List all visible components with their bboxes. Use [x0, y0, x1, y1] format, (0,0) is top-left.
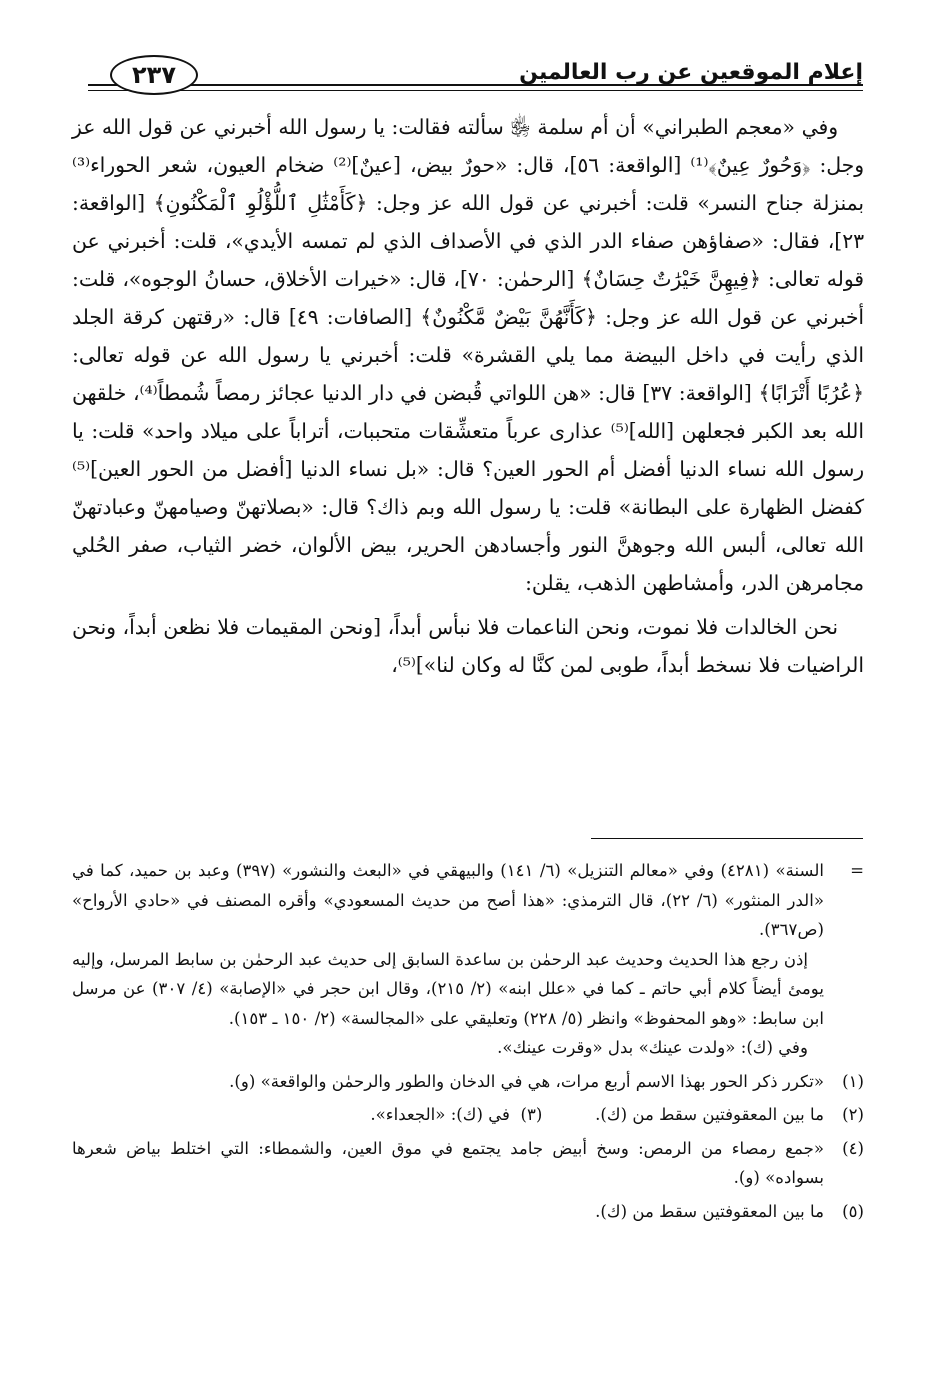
footnote-text: إذن رجع هذا الحديث وحديث عبد الرحمٰن بن ساعدة السابق إلى حديث عبد الرحمٰن بن سابط المرسل، وإليه يومئ أيضاً كلام أبي حاتم ـ كما في «علل ابنه» (٢/ ٢١٥)، وقال ابن حجر في «الإصابة» (٤/ ٣٠٧) عن مرسل ابن سابط: «وهو المحفوظ» وانظر (٥/ ٢٢٨) وتعليقي على «المجالسة» (٢/ ١٥٠ ـ ١٥٣). — [72, 949, 824, 1028]
footnote-number: (٥) — [842, 1201, 864, 1221]
footnote-number: (١) — [842, 1071, 864, 1091]
footnotes — [72, 856, 864, 1226]
footnote-separator — [591, 838, 863, 839]
footnote-item — [72, 1134, 864, 1193]
footnote-text: «تكرر ذكر الحور بهذا الاسم أربع مرات، هي في الدخان والطور والرحمٰن والواقعة» (و). — [229, 1071, 824, 1091]
footnote-item — [72, 1067, 864, 1097]
paragraph: نحن الخالدات فلا نموت، ونحن الناعمات فلا نبأس أبداً، [ونحن المقيمات فلا نظعن أبداً، ونحن الراضيات فلا نسخط أبداً، طوبى لمن كنَّا له وكان لنا»]⁽⁵⁾، — [72, 615, 864, 677]
header-rule-thin — [88, 90, 863, 91]
header-rule-thick — [88, 84, 863, 86]
page-header — [88, 40, 863, 100]
footnote-continuation — [72, 856, 864, 945]
footnote-text: «جمع رمصاء من الرمص: وسخ أبيض جامد يجتمع في موق العين، والشمطاء: التي اختلط بياض شعرها بسواده» (و). — [72, 1138, 824, 1187]
paragraph: وفي «معجم الطبراني» أن أم سلمة ﵂ سألته فقالت: يا رسول الله أخبرني عن قول الله عز وجل: ﴿وَحُورٌ عِينٌ﴾⁽¹⁾ [الواقعة: ٥٦]، قال: «حورٌ بيض، [عينٌ]⁽²⁾ ضخام العيون، شعر الحوراء⁽³⁾ بمنزلة جناح النسر» قلت: أخبرني عن قول الله عز وجل: ﴿كَأَمْثَٰلِ ٱللُّؤْلُوِ ٱلْمَكْنُونِ﴾ [الواقعة: ٢٣]، فقال: «صفاؤهن صفاء الدر الذي في الأصداف الذي لم تمسه الأيدي»، قلت: أخبرني عن قوله تعالى: ﴿فِيهِنَّ خَيْرَٰتٌ حِسَانٌ﴾ [الرحمٰن: ٧٠]، قال: «خيرات الأخلاق، حسانُ الوجوه»، قلت: أخبرني عن قول الله عز وجل: ﴿كَأَنَّهُنَّ بَيْضٌ مَّكْنُونٌ﴾ [الصافات: ٤٩] قال: «رقتهن كرقة الجلد الذي رأيت في داخل البيضة مما يلي القشرة» قلت: أخبرني يا رسول الله عن قوله تعالى: ﴿عُرُبًا أَتْرَابًا﴾ [الواقعة: ٣٧] قال: «هن اللواتي قُبضن في دار الدنيا عجائز رمصاً شُمطاً⁽⁴⁾، خلقهن الله بعد الكبر فجعلهن [الله]⁽⁵⁾ عذارى عرباً متعشِّقات متحببات، أتراباً على ميلاد واحد» قلت: يا رسول الله نساء الدنيا أفضل أم الحور العين؟ قال: «بل نساء الدنيا [أفضل من الحور العين]⁽⁵⁾ كفضل الظهارة على البطانة» قلت: يا رسول الله وبم ذاك؟ قال: «بصلاتهنّ وصيامهنّ وعبادتهنّ الله تعالى، ألبس الله وجوهنَّ النور وأجسادهن الحرير، بيض الألوان، خضر الثياب، صفر الحُلي مجامرهن الدر، وأمشاطهن الذهب، يقلن: — [72, 115, 864, 595]
main-text — [72, 108, 864, 684]
footnote-text: وفي (ك): «ولدت عينك» بدل «وقرت عينك». — [497, 1038, 808, 1057]
footnote-text: ما بين المعقوفتين سقط من (ك). (٣) في (ك): «الجعداء». — [370, 1105, 824, 1124]
footnote-continuation-body — [72, 945, 864, 1063]
footnote-number: (٢) — [842, 1105, 864, 1124]
running-title: إعلام الموقعين عن رب العالمين — [519, 60, 863, 85]
continuation-marker: = — [850, 861, 864, 880]
footnote-item — [72, 1197, 864, 1227]
footnote-text: ما بين المعقوفتين سقط من (ك). — [595, 1201, 824, 1221]
footnote-number: (٤) — [842, 1138, 864, 1158]
page-number: ٢٣٧ — [110, 55, 198, 95]
footnote-item — [72, 1100, 864, 1130]
footnote-text: السنة» (٤٢٨١) وفي «معالم التنزيل» (٦/ ١٤١) والبيهقي في «البعث والنشور» (٣٩٧) وعبد بن حميد، كما في «الدر المنثور» (٦/ ٢٢)، قال الترمذي: «هذا أصح من حديث المسعودي» وأقره المصنف في «حادي الأرواح» (ص٣٦٧). — [72, 861, 825, 939]
